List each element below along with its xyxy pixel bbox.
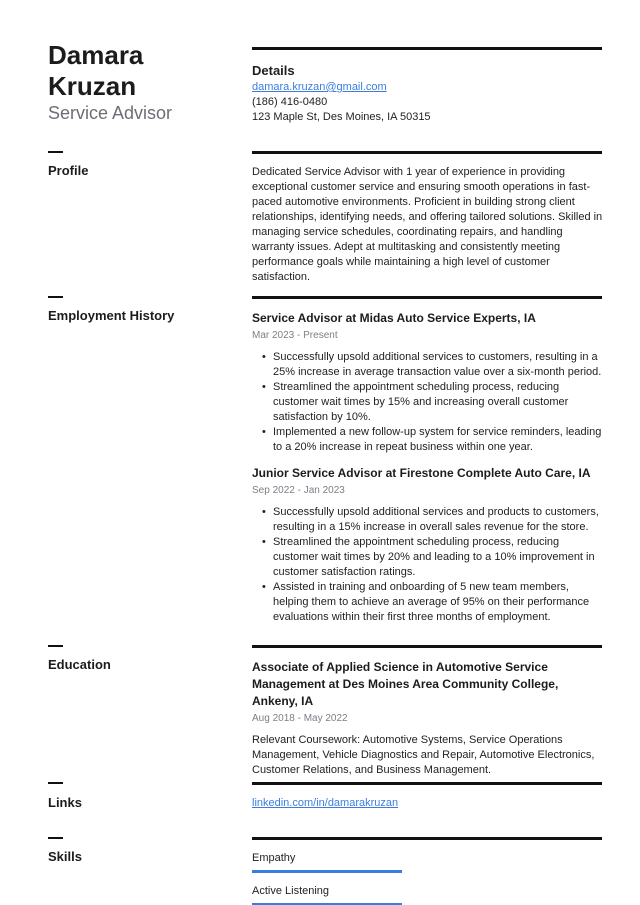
employment-section [252, 310, 604, 625]
profile-rule [252, 151, 602, 154]
job-entry [252, 310, 604, 455]
details-title: Details [252, 63, 295, 78]
skills-section [252, 851, 604, 905]
profile-dash [48, 151, 63, 153]
job-dates: Sep 2022 - Jan 2023 [252, 485, 345, 496]
profile-title: Profile [48, 163, 89, 178]
skills-title: Skills [48, 849, 82, 864]
email-link[interactable]: damara.kruzan@gmail.com [252, 81, 387, 93]
education-dash [48, 645, 63, 647]
links-rule [252, 782, 602, 785]
job-bullet: • Assisted in training and onboarding of 5 new team members, helping them to achieve an average of 95% on their performance evaluations within their first three months of employment. [252, 580, 604, 625]
job-role: Service Advisor [48, 103, 173, 123]
coursework: Relevant Coursework: Automotive Systems, Service Operations Management, Vehicle Diagnostics and Repair, Automotive Electronics, Customer Relations, and Business Management. [252, 734, 595, 776]
job-bullet: • Streamlined the appointment scheduling process, reducing customer wait times by 15% and increasing overall customer satisfaction by 10%. [252, 380, 604, 425]
job-bullet: • Successfully upsold additional services to customers, resulting in a 25% increase in average transaction value over a six-month period. [252, 350, 604, 380]
employment-rule [252, 296, 602, 299]
address: 123 Maple St, Des Moines, IA 50315 [252, 111, 431, 123]
employment-dash [48, 296, 63, 298]
links-title: Links [48, 795, 82, 810]
education-title: Education [48, 657, 111, 672]
job-bullets [252, 505, 604, 625]
skill-name: Active Listening [252, 885, 330, 897]
degree-title: Associate of Applied Science in Automotive Service Management at Des Moines Area Community College, Ankeny, IA [252, 660, 559, 708]
details-rule [252, 47, 602, 50]
details-section [252, 63, 604, 125]
education-dates: Aug 2018 - May 2022 [252, 713, 348, 724]
job-bullet: • Streamlined the appointment scheduling process, reducing customer wait times by 20% and leading to a 10% improvement in customer satisfaction ratings. [252, 535, 604, 580]
job-dates: Mar 2023 - Present [252, 330, 338, 341]
skill-level-bar [252, 870, 402, 873]
job-bullets [252, 350, 604, 455]
links-dash [48, 782, 63, 784]
links-section [252, 796, 604, 811]
employment-title: Employment History [48, 308, 175, 323]
education-rule [252, 645, 602, 648]
skills-rule [252, 837, 602, 840]
job-bullet: • Implemented a new follow-up system for service reminders, leading to a 20% increase in repeat business within one year. [252, 425, 604, 455]
job-entry [252, 465, 604, 625]
job-title: Service Advisor at Midas Auto Service Experts, IA [252, 311, 536, 325]
skills-dash [48, 837, 63, 839]
job-title: Junior Service Advisor at Firestone Complete Auto Care, IA [252, 466, 591, 480]
education-section [252, 659, 604, 778]
profile-text: Dedicated Service Advisor with 1 year of experience in providing exceptional customer service and ensuring smooth operations in fast-paced automotive environments. Proficient in building strong client relationships, identifying needs, and offering tailored solutions. Skilled in managing service schedules, coordinating repairs, and handling warranty issues. Adept at multitasking and consistently meeting performance goals while maintaining a high level of customer satisfaction. [252, 166, 603, 283]
candidate-name [48, 40, 238, 102]
name-first: Damara [48, 40, 144, 70]
linkedin-link[interactable]: linkedin.com/in/damarakruzan [252, 797, 399, 809]
phone: (186) 416-0480 [252, 96, 328, 108]
name-last: Kruzan [48, 71, 137, 101]
job-bullet: • Successfully upsold additional services and products to customers, resulting in a 15% increase in overall sales revenue for the store. [252, 505, 604, 535]
skill-name: Empathy [252, 852, 296, 864]
